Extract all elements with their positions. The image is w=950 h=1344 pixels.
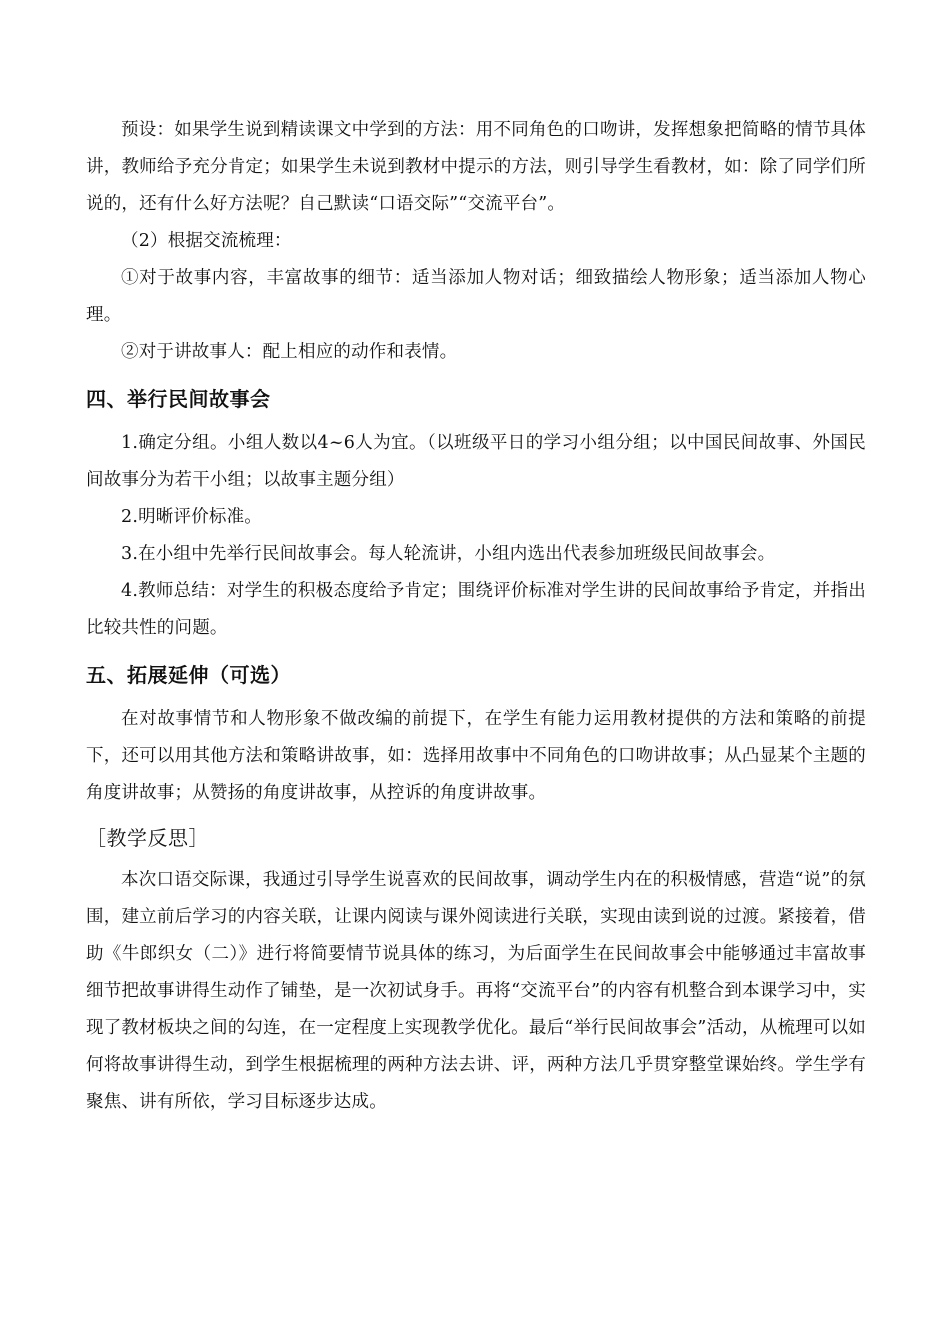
document-body [86, 112, 866, 1121]
reflection-heading: ［教学反思］ [86, 826, 209, 850]
section4-heading: 四、举行民间故事会 [86, 387, 271, 411]
step2-paragraph: （2）根据交流梳理： [121, 231, 292, 251]
point1-paragraph: ①对于故事内容，丰富故事的细节：适当添加人物对话；细致描绘人物形象；适当添加人物心理。 [86, 268, 866, 325]
section4-item-4: 4.教师总结：对学生的积极态度给予肯定；围绕评价标准对学生讲的民间故事给予肯定，并指出比较共性的问题。 [86, 581, 866, 638]
reflection-paragraph: 本次口语交际课，我通过引导学生说喜欢的民间故事，调动学生内在的积极情感，营造“说”的氛围，建立前后学习的内容关联，让课内阅读与课外阅读进行关联，实现由读到说的过渡。紧接着，借助《牛郎织女（二）》进行将简要情节说具体的练习，为后面学生在民间故事会中能够通过丰富故事细节把故事讲得生动作了铺垫，是一次初试身手。再将“交流平台”的内容有机整合到本课学习中，实现了教材板块之间的勾连，在一定程度上实现教学优化。最后“举行民间故事会”活动，从梳理可以如何将故事讲得生动，到学生根据梳理的两种方法去讲、评，两种方法几乎贯穿整堂课始终。学生学有聚焦、讲有所依，学习目标逐步达成。 [86, 870, 866, 1112]
section4-item-1: 1.确定分组。小组人数以4~6人为宜。（以班级平日的学习小组分组；以中国民间故事、外国民间故事分为若干小组；以故事主题分组） [86, 433, 866, 490]
section5-paragraph: 在对故事情节和人物形象不做改编的前提下，在学生有能力运用教材提供的方法和策略的前提下，还可以用其他方法和策略讲故事，如：选择用故事中不同角色的口吻讲故事；从凸显某个主题的角度讲故事；从赞扬的角度讲故事，从控诉的角度讲故事。 [86, 709, 866, 803]
point2-paragraph: ②对于讲故事人：配上相应的动作和表情。 [121, 342, 458, 362]
section4-item-2: 2.明晰评价标准。 [121, 507, 262, 527]
section5-heading: 五、拓展延伸（可选） [86, 663, 291, 687]
preset-paragraph: 预设：如果学生说到精读课文中学到的方法：用不同角色的口吻讲，发挥想象把简略的情节具体讲，教师给予充分肯定；如果学生未说到教材中提示的方法，则引导学生看教材，如：除了同学们所说的，还有什么好方法呢？自己默读“口语交际”“交流平台”。 [86, 120, 866, 214]
section4-item-3: 3.在小组中先举行民间故事会。每人轮流讲，小组内选出代表参加班级民间故事会。 [121, 544, 776, 564]
